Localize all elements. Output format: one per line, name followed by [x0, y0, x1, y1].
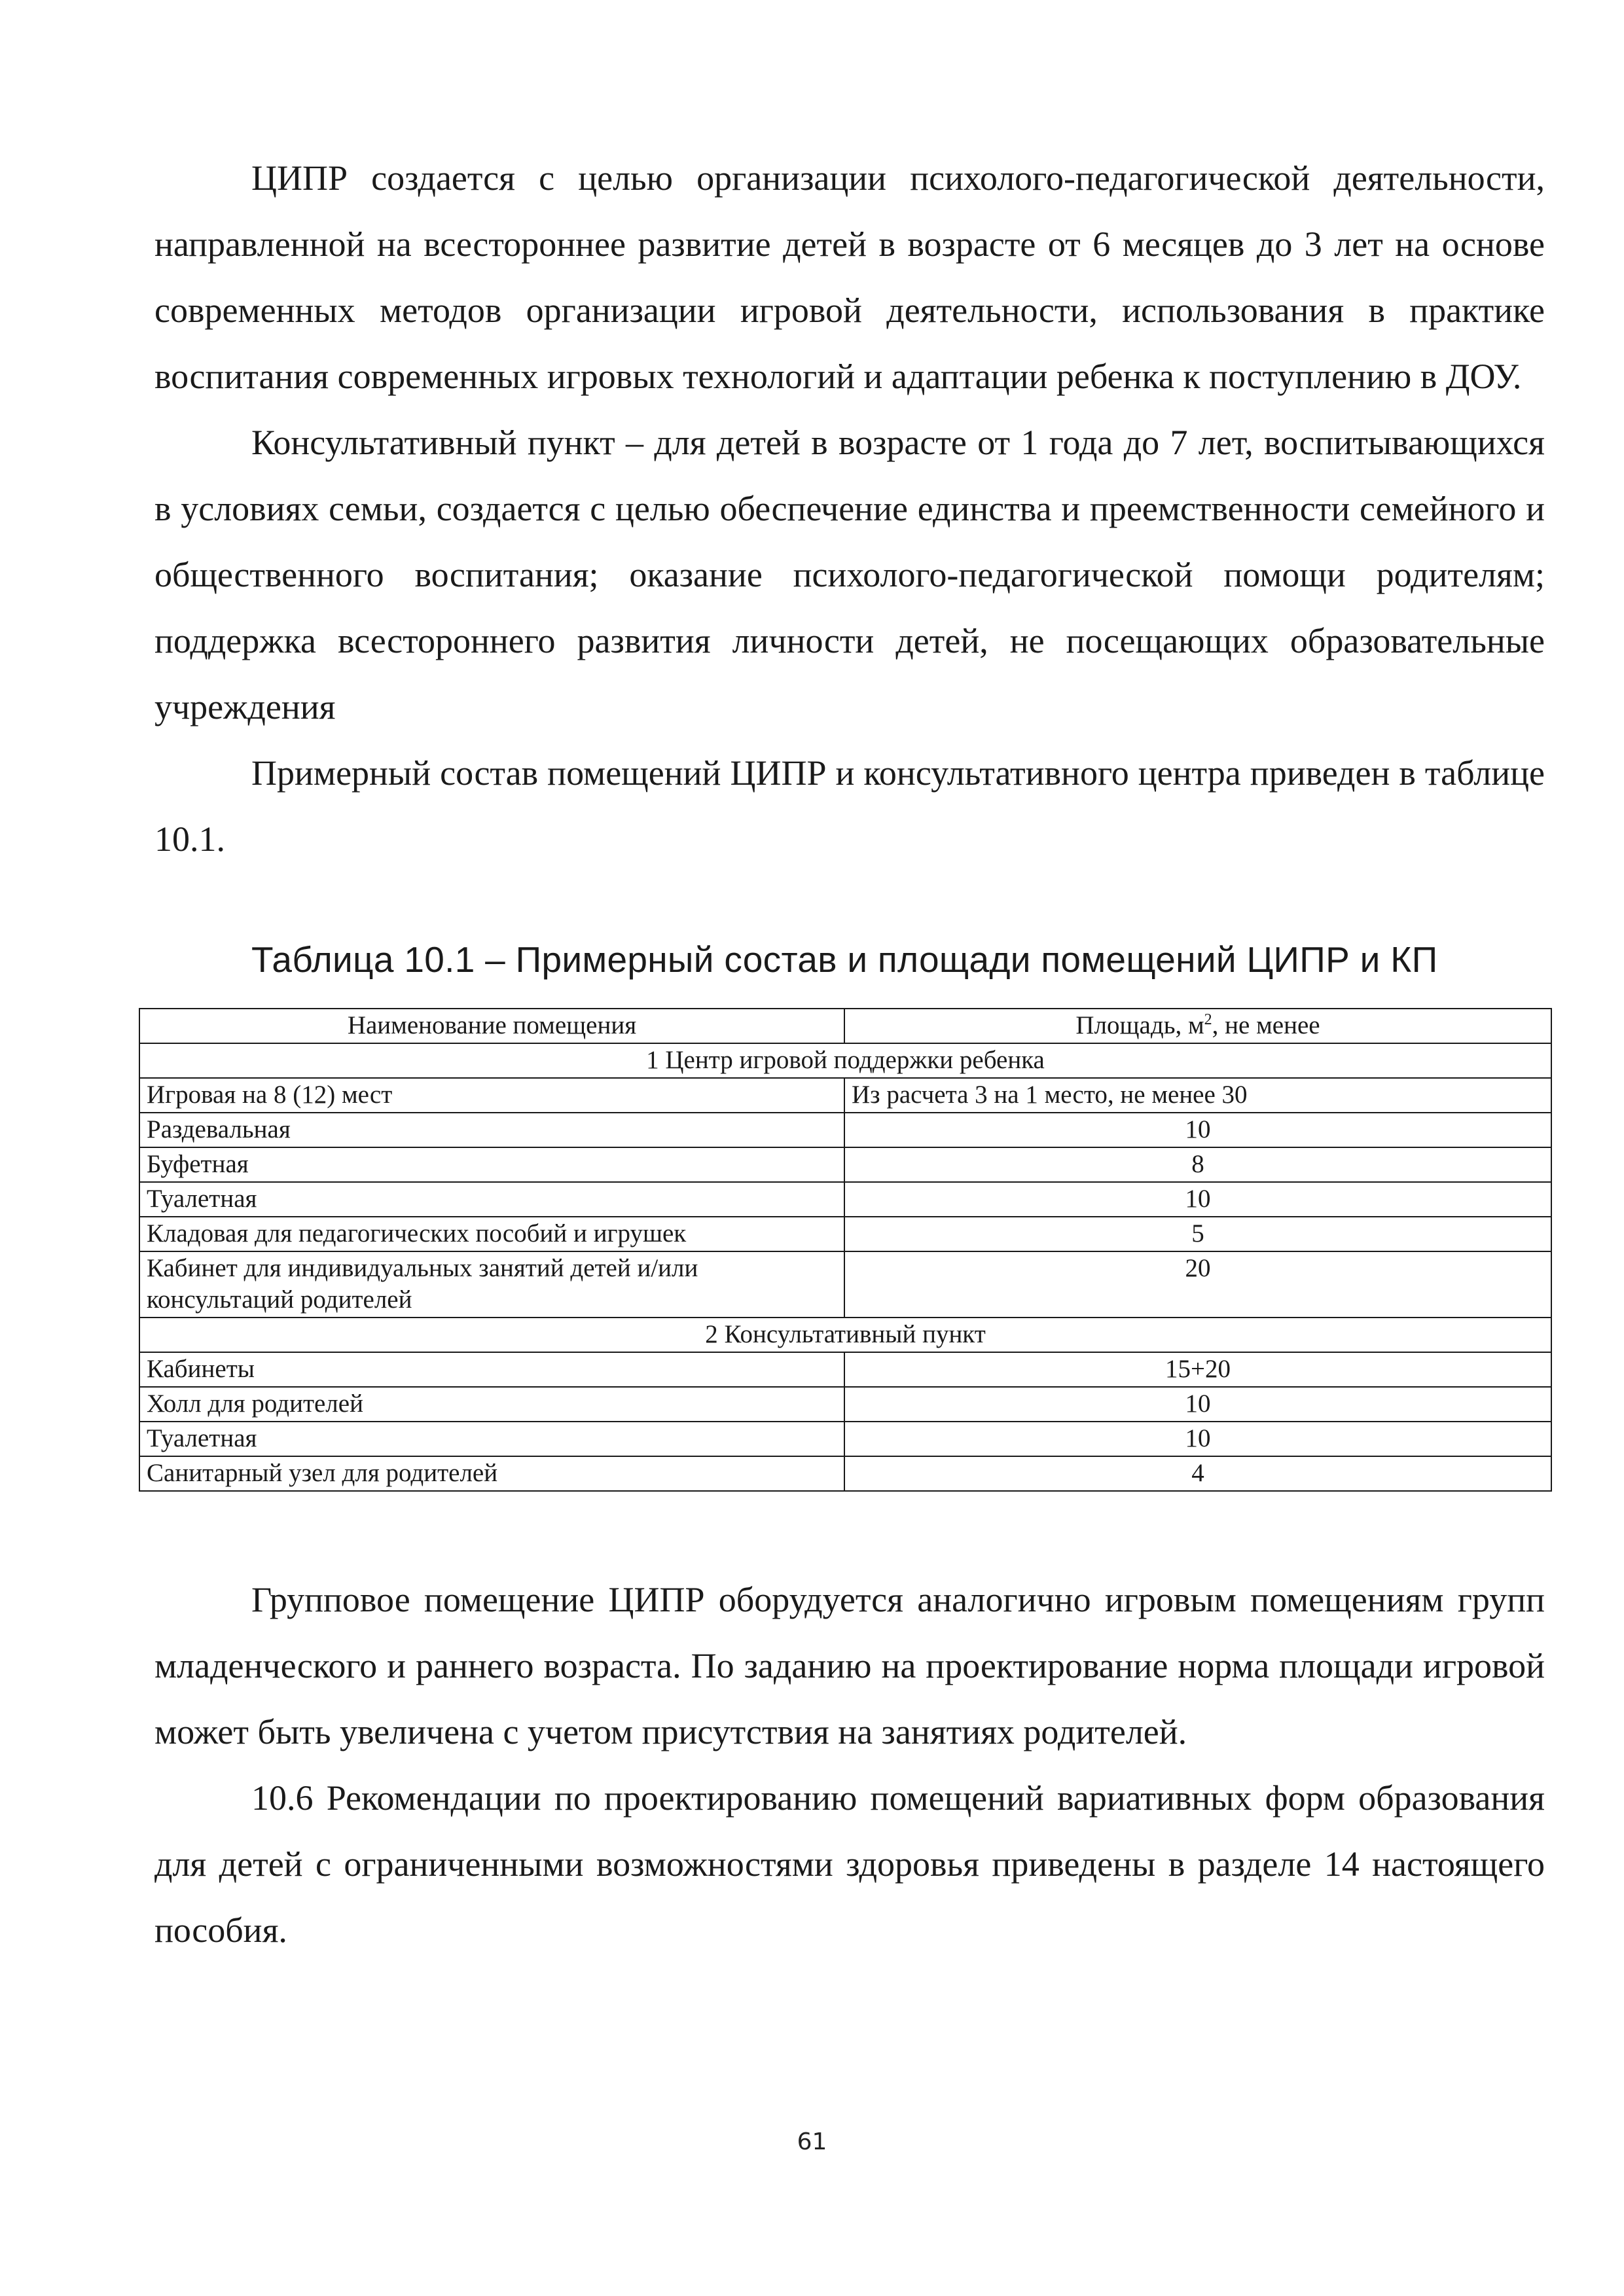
table-row	[139, 1217, 1551, 1251]
header-room-name: Наименование помещения	[139, 1009, 844, 1043]
paragraph-group-room: Групповое помещение ЦИПР оборудуется аналогично игровым помещениям групп младенческого и раннего возраста. По заданию на проектирование норма площади игровой может быть увеличена с учетом присутствия на занятиях родителей.	[154, 1580, 1545, 1751]
room-area: 5	[844, 1217, 1551, 1251]
table-row	[139, 1182, 1551, 1217]
table-caption: Таблица 10.1 – Примерный состав и площади помещений ЦИПР и КП	[251, 939, 1438, 980]
room-name: Туалетная	[139, 1182, 844, 1217]
table-row	[139, 1078, 1551, 1113]
table-row	[139, 1422, 1551, 1456]
room-area: 8	[844, 1147, 1551, 1182]
table-row	[139, 1352, 1551, 1387]
paragraph-section-reference: 10.6 Рекомендации по проектированию помещений вариативных форм образования для детей с ограниченными возможностями здоровья приведены в разделе 14 настоящего пособия.	[154, 1778, 1545, 1950]
room-area: 10	[844, 1113, 1551, 1147]
table-row	[139, 1456, 1551, 1491]
section-row	[139, 1318, 1551, 1352]
paragraph-table-reference: Примерный состав помещений ЦИПР и консультативного центра приведен в таблице 10.1.	[154, 753, 1545, 859]
room-area: 10	[844, 1387, 1551, 1422]
section-title: 1 Центр игровой поддержки ребенка	[139, 1043, 1551, 1078]
room-name: Раздевальная	[139, 1113, 844, 1147]
table-row	[139, 1387, 1551, 1422]
room-area: 10	[844, 1422, 1551, 1456]
room-area: 4	[844, 1456, 1551, 1491]
room-name: Кладовая для педагогических пособий и игрушек	[139, 1217, 844, 1251]
table-row	[139, 1113, 1551, 1147]
room-name: Санитарный узел для родителей	[139, 1456, 844, 1491]
room-area: 10	[844, 1182, 1551, 1217]
header-area	[844, 1009, 1551, 1043]
section-title: 2 Консультативный пункт	[139, 1318, 1551, 1352]
table-row	[139, 1147, 1551, 1182]
table-header-row	[139, 1009, 1551, 1043]
room-name: Кабинет для индивидуальных занятий детей и/или консультаций родителей	[139, 1251, 844, 1318]
header-area-suffix: , не менее	[1212, 1011, 1320, 1039]
table-row	[139, 1251, 1551, 1318]
room-name: Туалетная	[139, 1422, 844, 1456]
paragraph-consult-point: Консультативный пункт – для детей в возрасте от 1 года до 7 лет, воспитывающихся в условиях семьи, создается с целью обеспечение единства и преемственности семейного и общественного воспитания; оказание психолого-педагогической помощи родителям; поддержка всестороннего развития личности детей, не посещающих образовательные учреждения	[154, 423, 1545, 726]
room-name: Буфетная	[139, 1147, 844, 1182]
closing-text	[154, 1567, 1545, 1964]
header-area-prefix: Площадь, м	[1075, 1011, 1204, 1039]
room-area: 20	[844, 1251, 1551, 1318]
room-name: Кабинеты	[139, 1352, 844, 1387]
rooms-table	[139, 1008, 1552, 1492]
page-number: 61	[797, 2128, 827, 2155]
header-area-sup: 2	[1204, 1011, 1212, 1028]
paragraph-cipr-purpose: ЦИПР создается с целью организации психолого-педагогической деятельности, направленной на всестороннее развитие детей в возрасте от 6 месяцев до 3 лет на основе современных методов организации игровой деятельности, использования в практике воспитания современных игровых технологий и адаптации ребенка к поступлению в ДОУ.	[154, 158, 1545, 396]
section-row	[139, 1043, 1551, 1078]
room-area: Из расчета 3 на 1 место, не менее 30	[844, 1078, 1551, 1113]
room-area: 15+20	[844, 1352, 1551, 1387]
room-name: Холл для родителей	[139, 1387, 844, 1422]
room-name: Игровая на 8 (12) мест	[139, 1078, 844, 1113]
intro-text	[154, 145, 1545, 872]
